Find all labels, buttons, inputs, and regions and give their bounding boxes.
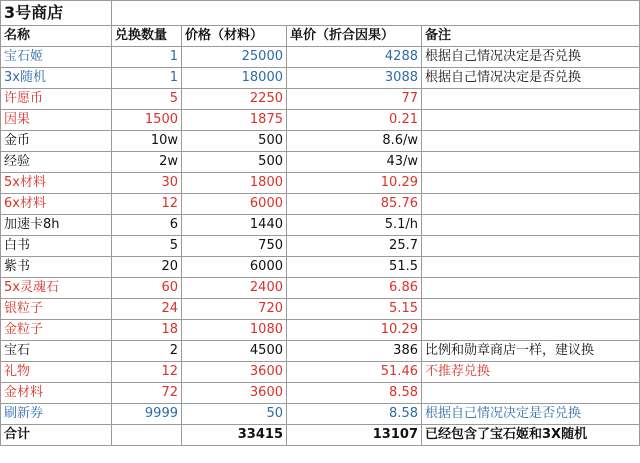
table-row [1, 320, 640, 341]
cell-price[interactable]: 2250 [182, 89, 287, 110]
cell-price[interactable]: 500 [182, 152, 287, 173]
cell-name[interactable]: 5x灵魂石 [1, 278, 112, 299]
total-cell-note[interactable]: 已经包含了宝石姬和3X随机 [422, 425, 640, 446]
cell-qty[interactable]: 1 [112, 68, 182, 89]
cell-name[interactable]: 5x材料 [1, 173, 112, 194]
table-row [1, 257, 640, 278]
table-row [1, 89, 640, 110]
cell-unit-price[interactable]: 3088 [287, 68, 422, 89]
sheet-title[interactable]: 3号商店 [1, 1, 112, 26]
cell-name[interactable]: 宝石姬 [1, 47, 112, 68]
title-row [1, 1, 640, 26]
cell-name[interactable]: 银粒子 [1, 299, 112, 320]
cell-price[interactable]: 2400 [182, 278, 287, 299]
header-qty[interactable]: 兑换数量 [112, 26, 182, 47]
cell-note[interactable] [422, 152, 640, 173]
table-row [1, 68, 640, 89]
cell-note[interactable] [422, 257, 640, 278]
cell-note[interactable] [422, 215, 640, 236]
cell-qty[interactable]: 5 [112, 89, 182, 110]
cell-price[interactable]: 50 [182, 404, 287, 425]
table-row [1, 362, 640, 383]
cell-name[interactable]: 加速卡8h [1, 215, 112, 236]
cell-qty[interactable]: 60 [112, 278, 182, 299]
cell-note[interactable] [422, 131, 640, 152]
cell-unit-price[interactable]: 8.58 [287, 383, 422, 404]
total-row [1, 425, 640, 446]
cell-name[interactable]: 礼物 [1, 362, 112, 383]
cell-qty[interactable]: 24 [112, 299, 182, 320]
cell-price[interactable]: 6000 [182, 194, 287, 215]
cell-unit-price[interactable]: 85.76 [287, 194, 422, 215]
cell-price[interactable]: 6000 [182, 257, 287, 278]
cell-note[interactable] [422, 89, 640, 110]
header-price[interactable]: 价格（材料） [182, 26, 287, 47]
cell-qty[interactable]: 2 [112, 341, 182, 362]
cell-unit-price[interactable]: 43/w [287, 152, 422, 173]
header-unit-price[interactable]: 单价（折合因果） [287, 26, 422, 47]
cell-unit-price[interactable]: 77 [287, 89, 422, 110]
cell-name[interactable]: 金粒子 [1, 320, 112, 341]
cell-qty[interactable]: 9999 [112, 404, 182, 425]
cell-unit-price[interactable]: 25.7 [287, 236, 422, 257]
cell-note[interactable]: 根据自己情况决定是否兑换 [422, 404, 640, 425]
cell-qty[interactable]: 30 [112, 173, 182, 194]
cell-price[interactable]: 3600 [182, 383, 287, 404]
total-cell-price[interactable]: 33415 [182, 425, 287, 446]
cell-unit-price[interactable]: 6.86 [287, 278, 422, 299]
cell-unit-price[interactable]: 5.15 [287, 299, 422, 320]
total-cell-name[interactable]: 合计 [1, 425, 112, 446]
cell-note[interactable] [422, 173, 640, 194]
cell-note[interactable] [422, 320, 640, 341]
cell-price[interactable]: 500 [182, 131, 287, 152]
cell-price[interactable]: 1875 [182, 110, 287, 131]
cell-note[interactable]: 不推荐兑换 [422, 362, 640, 383]
title-blank-cell[interactable] [112, 1, 640, 26]
cell-name[interactable]: 宝石 [1, 341, 112, 362]
cell-qty[interactable]: 10w [112, 131, 182, 152]
cell-note[interactable] [422, 110, 640, 131]
cell-price[interactable]: 720 [182, 299, 287, 320]
cell-qty[interactable]: 72 [112, 383, 182, 404]
cell-qty[interactable]: 12 [112, 194, 182, 215]
cell-unit-price[interactable]: 10.29 [287, 320, 422, 341]
table-row [1, 194, 640, 215]
cell-note[interactable] [422, 194, 640, 215]
cell-note[interactable]: 比例和勋章商店一样，建议换 [422, 341, 640, 362]
cell-name[interactable]: 金材料 [1, 383, 112, 404]
cell-unit-price[interactable]: 8.6/w [287, 131, 422, 152]
table-row [1, 341, 640, 362]
cell-price[interactable]: 4500 [182, 341, 287, 362]
header-name[interactable]: 名称 [1, 26, 112, 47]
table-row [1, 152, 640, 173]
table-row [1, 173, 640, 194]
cell-qty[interactable]: 12 [112, 362, 182, 383]
cell-name[interactable]: 因果 [1, 110, 112, 131]
table-row [1, 215, 640, 236]
cell-name[interactable]: 刷新券 [1, 404, 112, 425]
cell-unit-price[interactable]: 10.29 [287, 173, 422, 194]
cell-qty[interactable]: 18 [112, 320, 182, 341]
cell-price[interactable]: 1800 [182, 173, 287, 194]
cell-qty[interactable]: 2w [112, 152, 182, 173]
cell-price[interactable]: 750 [182, 236, 287, 257]
table-row [1, 299, 640, 320]
cell-name[interactable]: 许愿币 [1, 89, 112, 110]
table-row [1, 404, 640, 425]
cell-name[interactable]: 白书 [1, 236, 112, 257]
table-row [1, 383, 640, 404]
cell-note[interactable]: 根据自己情况决定是否兑换 [422, 47, 640, 68]
table-row [1, 131, 640, 152]
cell-note[interactable]: 根据自己情况决定是否兑换 [422, 68, 640, 89]
cell-name[interactable]: 6x材料 [1, 194, 112, 215]
cell-note[interactable] [422, 236, 640, 257]
total-cell-unit-price[interactable]: 13107 [287, 425, 422, 446]
cell-unit-price[interactable]: 5.1/h [287, 215, 422, 236]
total-cell-qty[interactable] [112, 425, 182, 446]
cell-qty[interactable]: 6 [112, 215, 182, 236]
header-note[interactable]: 备注 [422, 26, 640, 47]
cell-price[interactable]: 18000 [182, 68, 287, 89]
cell-note[interactable] [422, 278, 640, 299]
cell-name[interactable]: 经验 [1, 152, 112, 173]
cell-unit-price[interactable]: 8.58 [287, 404, 422, 425]
cell-unit-price[interactable]: 51.46 [287, 362, 422, 383]
cell-qty[interactable]: 20 [112, 257, 182, 278]
table-row [1, 278, 640, 299]
cell-price[interactable]: 3600 [182, 362, 287, 383]
cell-note[interactable] [422, 299, 640, 320]
cell-unit-price[interactable]: 4288 [287, 47, 422, 68]
cell-name[interactable]: 紫书 [1, 257, 112, 278]
cell-name[interactable]: 金币 [1, 131, 112, 152]
table-row [1, 47, 640, 68]
cell-qty[interactable]: 1500 [112, 110, 182, 131]
table-row [1, 236, 640, 257]
cell-price[interactable]: 1080 [182, 320, 287, 341]
cell-unit-price[interactable]: 51.5 [287, 257, 422, 278]
header-row [1, 26, 640, 47]
cell-unit-price[interactable]: 386 [287, 341, 422, 362]
cell-note[interactable] [422, 383, 640, 404]
cell-unit-price[interactable]: 0.21 [287, 110, 422, 131]
cell-name[interactable]: 3x随机 [1, 68, 112, 89]
cell-qty[interactable]: 1 [112, 47, 182, 68]
cell-price[interactable]: 1440 [182, 215, 287, 236]
cell-price[interactable]: 25000 [182, 47, 287, 68]
table-row [1, 110, 640, 131]
cell-qty[interactable]: 5 [112, 236, 182, 257]
